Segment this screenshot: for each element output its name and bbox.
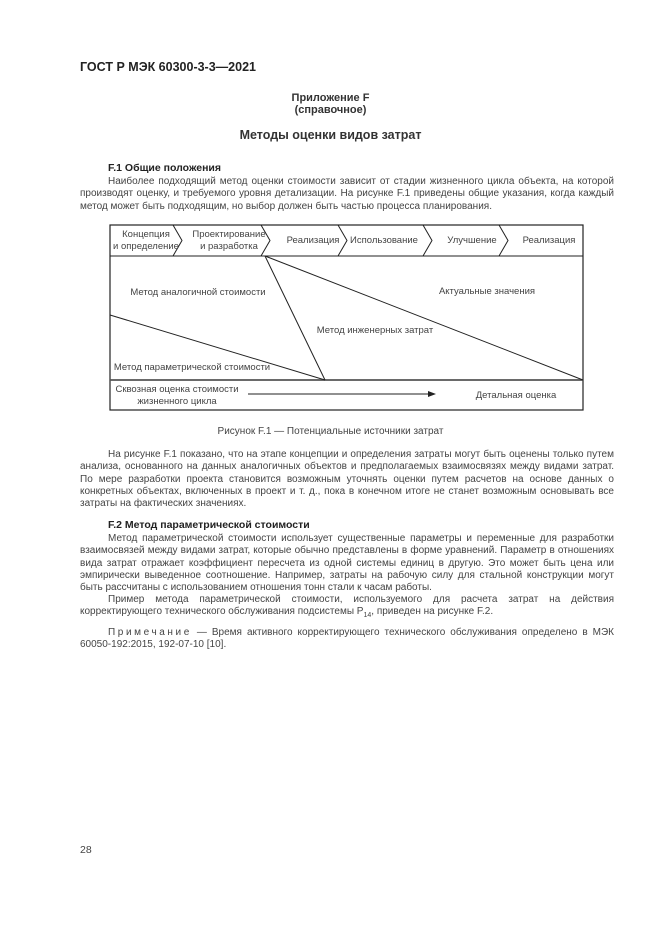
region-analog-label: Метод аналогичной стоимости [130, 287, 266, 298]
stage-label: и определение [113, 241, 179, 252]
appendix-label: Приложение F [291, 92, 370, 104]
appendix-title: Методы оценки видов затрат [239, 128, 422, 142]
note [80, 627, 614, 652]
figure-frame [110, 225, 583, 410]
stage-label: Реализация [286, 235, 340, 246]
stage-label: Проектирование [192, 229, 266, 240]
figure-caption: Рисунок F.1 — Потенциальные источники затрат [217, 426, 444, 437]
note-label: Примечание [108, 627, 192, 638]
stage-label: Улучшение [447, 235, 497, 246]
region-actual-label: Актуальные значения [438, 286, 536, 297]
detailed-estimate-label: Детальная оценка [475, 390, 557, 401]
stage-chevron-separator [499, 225, 508, 256]
figure-f1-diagram [0, 0, 661, 440]
document-id-header: ГОСТ Р МЭК 60300-3-3—2021 [80, 60, 256, 74]
engineering-boundary-line [265, 256, 325, 380]
figure-explanation-paragraph: На рисунке F.1 показано, что на этапе концепции и определения затраты могут быть оценены только путем анализа, основанного на данных аналогичных объектов и предполагаемых взаимосвязях между видами затрат. По мере разработки проекта становится возможным уточнять оценки путем расчетов на основе данных о конкретных объектах, включенных в проект и т. д., пока в конечном итоге не станет возможным основывать все затраты на фактических значениях. [80, 449, 614, 510]
region-engineering-label: Метод инженерных затрат [316, 325, 434, 336]
section-f2-paragraph-1: Метод параметрической стоимости использует существенные параметры и переменные для разработки взаимосвязей между видами затрат, которые обычно представлены в форме уравнений. Параметр в отношениях вида затрат отражает коэффициент пересчета из одной системы единиц в другую. Это может быть цена или эмпирически выведенное соотношение. Например, затраты на рабочую силу для стальной конструкции могут быть рассчитаны с использованием отношения тонн стали к часам работы. [80, 533, 614, 594]
arrow-head-icon [428, 391, 436, 397]
appendix-type: (справочное) [294, 104, 367, 116]
actual-boundary-line [265, 256, 583, 380]
stage-label: и разработка [200, 241, 258, 252]
section-f1-paragraph: Наиболее подходящий метод оценки стоимости зависит от стадии жизненного цикла объекта, на которой производят оценку, и требуемого уровня детализации. На рисунке F.1 приведены общие указания, когда каждый метод может быть подходящим, но выбор должен быть частью процесса планирования. [80, 176, 614, 212]
para2-text-end: , приведен на рисунке F.2. [371, 606, 494, 618]
stage-label: Использование [350, 235, 418, 246]
lifecycle-estimate-label: жизненного цикла [137, 396, 217, 407]
lifecycle-estimate-label: Сквозная оценка стоимости [115, 384, 239, 395]
subscript: 14 [363, 612, 372, 620]
stage-chevron-separator [423, 225, 432, 256]
section-f2-paragraph-2 [80, 594, 614, 623]
stage-label: Реализация [522, 235, 576, 246]
note-text: — Время активного корректирующего технического обслуживания определено в МЭК 60050-192:2015, 192-07-10 [10]. [80, 627, 614, 651]
page-number: 28 [80, 844, 92, 856]
section-f1-heading: F.1 Общие положения [108, 162, 222, 174]
stage-label: Концепция [122, 229, 170, 240]
section-f2-heading: F.2 Метод параметрической стоимости [108, 519, 310, 531]
region-parametric-label: Метод параметрической стоимости [113, 362, 271, 373]
para2-text: Пример метода параметрической стоимости, используемого для расчета затрат на действия корректирующего технического обслуживания подсистемы P [80, 594, 614, 618]
